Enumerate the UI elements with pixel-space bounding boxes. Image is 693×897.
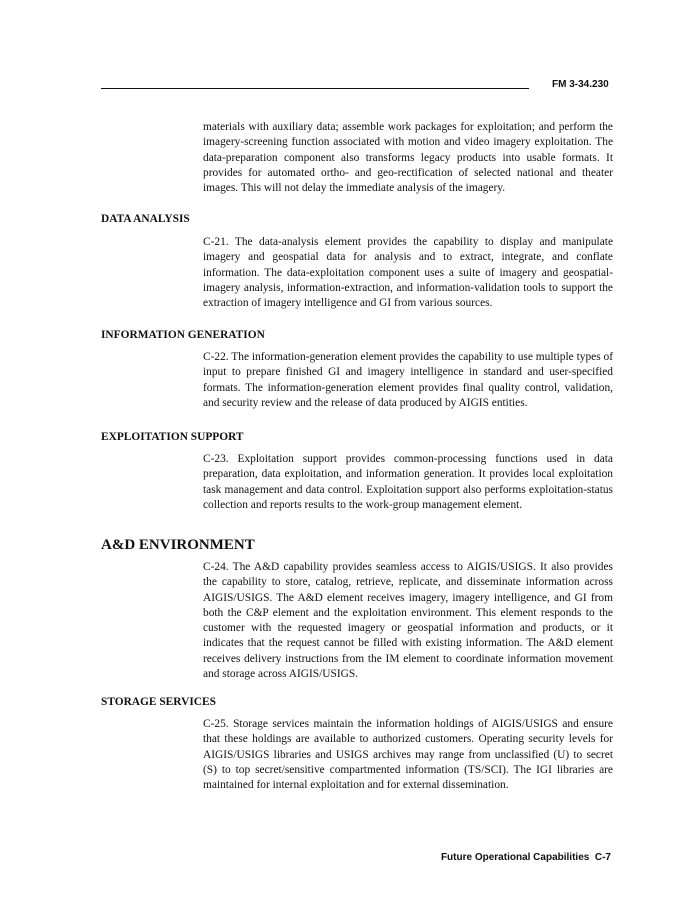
data-analysis-paragraph: C-21. The data-analysis element provides the capability to display and manipulate imagery and geospatial data for analysis and to extract, integrate, and conflate information. The data-exploitation component uses a suite of imagery and geospatial-imagery analysis, information-extraction, and information-validation tools to support the extraction of imagery intelligence and GI from various sources. [203, 236, 613, 310]
footer-page-number: C-7 [594, 852, 611, 863]
storage-services-heading: STORAGE SERVICES [101, 696, 216, 708]
ad-environment-paragraph: C-24. The A&D capability provides seamless access to AIGIS/USIGS. It also provides the capability to store, catalog, retrieve, replicate, and disseminate information across AIGIS/USIGS. The A&D element receives imagery, imagery intelligence, and GI from both the C&P element and the exploitation environment. This element responds to the customer with the requested imagery or geospatial information and products, or it indicates that the request cannot be filled with existing information. The A&D element receives delivery instructions from the IM element to coordinate information movement and storage across AIGIS/USIGS. [203, 561, 613, 681]
exploitation-support-heading: EXPLOITATION SUPPORT [101, 431, 244, 443]
footer-chapter-title: Future Operational Capabilities [440, 852, 590, 863]
manual-code: FM 3-34.230 [552, 79, 609, 90]
intro-continuation-paragraph: materials with auxiliary data; assemble work packages for exploitation; and perform the imagery-screening function associated with motion and video imagery exploitation. The data-preparation component also transforms legacy products into usable formats. It provides for automated ortho- and geo-rectification of selected national and theater images. This will not delay the immediate analysis of the imagery. [203, 121, 613, 195]
exploitation-support-paragraph: C-23. Exploitation support provides common-processing functions used in data preparation, data exploitation, and information generation. It provides local exploitation task management and data control. Exploitation support also performs exploitation-status collection and reports results to the work-group management element. [203, 453, 613, 511]
header-rule [101, 88, 529, 89]
data-analysis-heading: DATA ANALYSIS [101, 213, 190, 225]
ad-environment-heading: A&D ENVIRONMENT [101, 537, 255, 553]
information-generation-heading: INFORMATION GENERATION [101, 329, 265, 341]
page-footer [441, 852, 611, 863]
storage-services-paragraph: C-25. Storage services maintain the information holdings of AIGIS/USIGS and ensure that these holdings are available to authorized customers. Operating security levels for AIGIS/USIGS libraries and USIGS archives may range from unclassified (U) to secret (S) to top secret/sensitive compartmented information (TS/SCI). The IGI libraries are maintained for internal exploitation and for external dissemination. [203, 718, 613, 792]
information-generation-paragraph: C-22. The information-generation element provides the capability to use multiple types of input to prepare finished GI and imagery intelligence in standard and user-specified formats. The information-generation element provides final quality control, validation, and security review and the release of data produced by AIGIS entities. [203, 351, 613, 409]
